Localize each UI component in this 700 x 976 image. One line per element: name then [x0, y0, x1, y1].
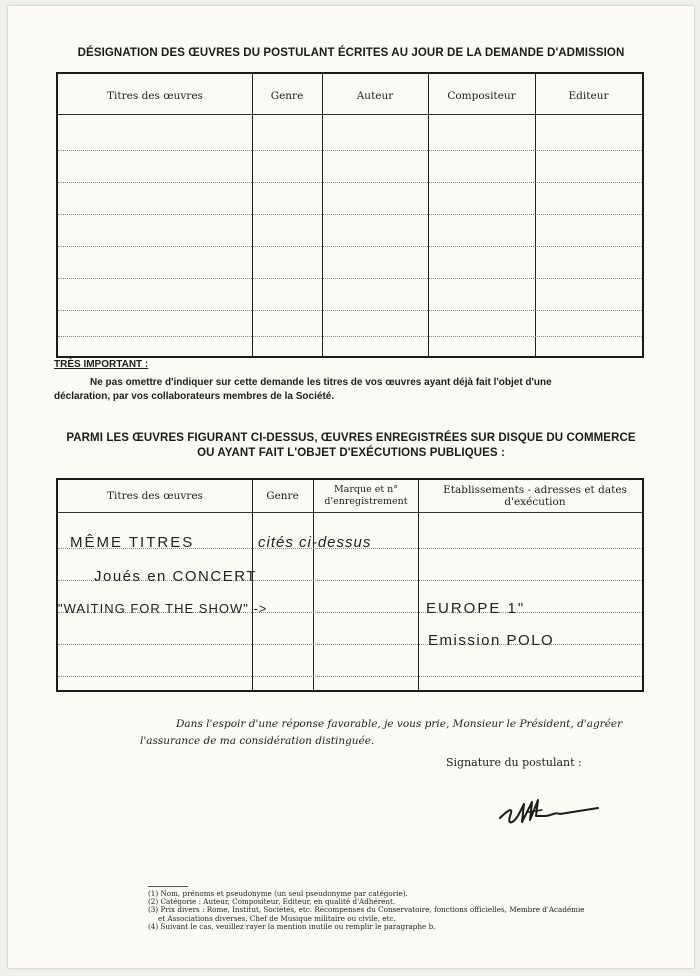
col-divider [535, 74, 536, 356]
footnote-rule [148, 886, 188, 887]
handwritten-entry: EUROPE 1" [426, 600, 526, 617]
handwritten-entry: Joués en CONCERT [94, 568, 257, 585]
closing-line-1: Dans l'espoir d'une réponse favorable, je vous prie, Monsieur le Président, d'agréer [176, 718, 623, 730]
row-line [58, 182, 642, 183]
column-header: Etablissements - adresses et dates d'exécution [443, 484, 627, 508]
row-line [58, 336, 642, 337]
col-divider [322, 74, 323, 356]
row-line [58, 214, 642, 215]
footnote: (3) Prix divers : Rome, Institut, Sociétés, etc. Récompenses du Conservatoire, fonctions officielles, Membre d'Académie [148, 906, 585, 915]
important-text-1: Ne pas omettre d'indiquer sur cette demande les titres de vos œuvres ayant déjà fait l'objet d'une [90, 377, 552, 388]
column-header: Titres des œuvres [107, 90, 203, 102]
form-page [8, 6, 694, 968]
header-line [58, 512, 642, 513]
signature [494, 788, 604, 838]
signature-label: Signature du postulant : [446, 756, 582, 769]
section1-title: DÉSIGNATION DES ŒUVRES DU POSTULANT ÉCRITES AU JOUR DE LA DEMANDE D'ADMISSION [77, 47, 625, 59]
handwritten-entry: MÊME TITRES [70, 534, 195, 551]
header-line [58, 114, 642, 115]
footnote: et Associations diverses, Chef de Musique militaire ou civile, etc. [158, 914, 396, 923]
row-line [58, 676, 642, 677]
recordings-table [56, 478, 644, 692]
handwritten-entry: cités ci-dessus [258, 534, 372, 551]
column-header: Genre [270, 90, 304, 102]
footnote: (2) Catégorie : Auteur, Compositeur, Editeur, en qualité d'Adhérent. [148, 898, 396, 907]
footnote: (4) Suivant le cas, veuillez rayer la mention inutile ou remplir le paragraphe b. [148, 922, 436, 931]
footnote: (1) Nom, prénoms et pseudonyme (un seul pseudonyme par catégorie). [148, 890, 408, 898]
section2-title-1: PARMI LES ŒUVRES FIGURANT CI-DESSUS, ŒUVRES ENREGISTRÉES SUR DISQUE DU COMMERCE [66, 432, 636, 444]
works-table [56, 72, 644, 358]
column-header: Marque et n° d'enregistrement [324, 484, 408, 507]
row-line [58, 278, 642, 279]
handwritten-entry: "WAITING FOR THE SHOW" -> [58, 601, 268, 616]
important-text-2: déclaration, par vos collaborateurs membres de la Société. [54, 391, 335, 402]
col-divider [252, 74, 253, 356]
section2-title-2: OU AYANT FAIT L'OBJET D'EXÉCUTIONS PUBLIQUES : [197, 447, 505, 459]
column-header: Titres des œuvres [107, 490, 203, 502]
footnotes [148, 890, 658, 931]
important-title: TRÈS IMPORTANT : [54, 359, 149, 370]
row-line [58, 246, 642, 247]
closing-line-2: l'assurance de ma considération distinguée. [140, 735, 375, 747]
row-line [58, 310, 642, 311]
col-divider [428, 74, 429, 356]
row-line [58, 644, 642, 645]
column-header: Genre [266, 490, 299, 502]
handwritten-entry: Emission POLO [428, 632, 555, 649]
column-header: Auteur [356, 90, 394, 102]
column-header: Compositeur [447, 90, 516, 102]
column-header: Editeur [568, 90, 609, 102]
row-line [58, 150, 642, 151]
